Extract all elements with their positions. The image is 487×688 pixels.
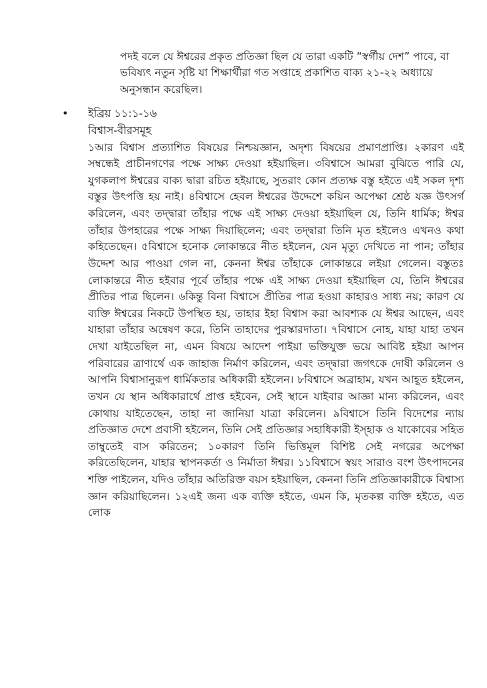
scripture-section: [88, 123, 464, 522]
scripture-text: ১আর বিশ্বাস প্রত্যাশিত বিষয়ের নিশ্চয়জ্ঞান, অদৃশ্য বিষয়ের প্রমাণপ্রাপ্তি। ২কারণ এই সম্বন্ধেই প্রাচীনগণের পক্ষে সাক্ষ্য দেওয়া হইয়াছিল। ৩বিশ্বাসে আমরা বুঝিতে পারি যে, যুগকলাপ ঈশ্বরের বাক্য দ্বারা রচিত হইয়াছে, সুতরাং কোন প্রত্যক্ষ বস্তু হইতে এই সকল দৃশ্য বস্তুর উৎপত্তি হয় নাই। ৪বিশ্বাসে হেবল ঈশ্বরের উদ্দেশে কয়িন অপেক্ষা শ্রেষ্ঠ যজ্ঞ উৎসর্গ করিলেন, এবং তদ্দ্বারা তাঁহার পক্ষে এই সাক্ষ্য দেওয়া হইয়াছিল যে, তিনি ধার্মিক; ঈশ্বর তাঁহার উপহারের পক্ষে সাক্ষ্য দিয়াছিলেন; এবং তদ্দ্বারা তিনি মৃত হইলেও এখনও কথা কহিতেছেন। ৫বিশ্বাসে হনোক লোকান্তরে নীত হইলেন, যেন মৃত্যু দেখিতে না পান; তাঁহার উদ্দেশ আর পাওয়া গেল না, কেননা ঈশ্বর তাঁহাকে লোকান্তরে লইয়া গেলেন। বস্তুতঃ লোকান্তরে নীত হইবার পূর্বে তাঁহার পক্ষে এই সাক্ষ্য দেওয়া হইয়াছিল যে, তিনি ঈশ্বরের প্রীতির পাত্র ছিলেন। ৬কিন্তু বিনা বিশ্বাসে প্রীতির পাত্র হওয়া কাহারও সাধ্য নয়; কারণ যে ব্যক্তি ঈশ্বরের নিকটে উপস্থিত হয়, তাহার ইহা বিশ্বাস করা আবশ্যক যে ঈশ্বর আছেন, এবং যাহারা তাঁহার অন্বেষণ করে, তিনি তাহাদের পুরস্কারদাতা। ৭বিশ্বাসে নোহ, যাহা যাহা তখন দেখা যাইতেছিল না, এমন বিষয়ে আদেশ পাইয়া ভক্তিযুক্ত ভয়ে আবিষ্ট হইয়া আপন পরিবারের ত্রাণার্থে এক জাহাজ নির্মাণ করিলেন, এবং তদ্দ্বারা জগৎকে দোষী করিলেন ও আপনি বিশ্বাসানুরূপ ধার্মিকতার অধিকারী হইলেন। ৮বিশ্বাসে অব্রাহাম, যখন আহূত হইলেন, তখন যে স্থান অধিকারার্থে প্রাপ্ত হইবেন, সেই স্থানে যাইবার আজ্ঞা মান্য করিলেন, এবং কোথায় যাইতেছেন, তাহা না জানিয়া যাত্রা করিলেন। ৯বিশ্বাসে তিনি বিদেশের ন্যায় প্রতিজ্ঞাত দেশে প্রবাসী হইলেন, তিনি সেই প্রতিজ্ঞার সহাধিকারী ইস্‌হাক ও যাকোবের সহিত তাম্বুতেই বাস করিতেন; ১০কারণ তিনি ভিত্তিমূল বিশিষ্ট সেই নগরের অপেক্ষা করিতেছিলেন, যাহার স্থাপনকর্তা ও নির্মাতা ঈশ্বর। ১১বিশ্বাসে স্বয়ং সারাও বংশ উৎপাদনের শক্তি পাইলেন, যদিও তাঁহার অতিরিক্ত বয়স হইয়াছিল, কেননা তিনি প্রতিজ্ঞাকারীকে বিশ্বাস্য জ্ঞান করিয়াছিলেন। ১২এই জন্য এক ব্যক্তি হইতে, এমন কি, মৃতকল্প ব্যক্তি হইতে, এত লোক: [88, 141, 464, 520]
bullet-item: [62, 106, 462, 123]
bullet-icon: •: [62, 107, 69, 120]
scripture-reference: ইব্রিয় ১১:১-১৬: [88, 107, 157, 120]
intro-paragraph: পদই বলে যে ঈশ্বরের প্রকৃত প্রতিজ্ঞা ছিল যে তারা একটি “স্বর্গীয় দেশ” পাবে, বা ভবিষ্যৎ নতুন সৃষ্টি যা শিক্ষার্থীরা গত সপ্তাহে প্রকাশিত বাক্য ২১-২২ অধ্যায়ে অনুসন্ধান করেছিল।: [120, 50, 450, 96]
section-heading: বিশ্বাস-বীরসমূহ: [88, 124, 152, 137]
